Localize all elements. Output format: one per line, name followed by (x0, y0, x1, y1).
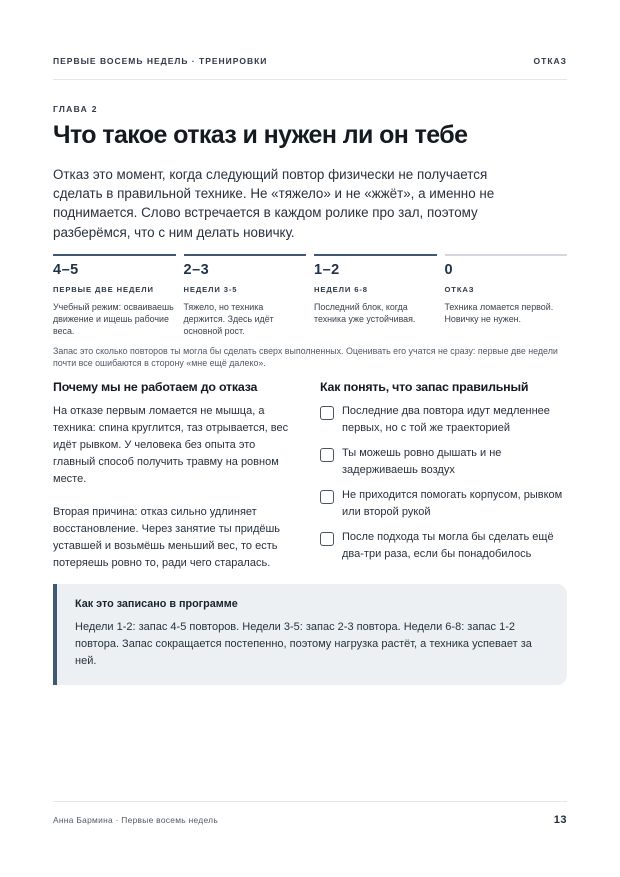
checklist-item (320, 403, 568, 437)
checklist-item-text: Последние два повтора идут медленнее первых, но с той же траекторией (342, 405, 550, 434)
page-title: Что такое отказ и нужен ли он тебе (53, 121, 468, 149)
checklist-item (320, 445, 568, 479)
checkbox-icon (320, 406, 334, 420)
checkbox-icon (320, 448, 334, 462)
checklist-item-text: После подхода ты могла бы сделать ещё два-три раза, если бы понадобилось (342, 531, 554, 560)
footer-author: Анна Бармина · Первые восемь недель (53, 815, 219, 825)
stat-label: НЕДЕЛИ 6-8 (314, 285, 368, 294)
stat-label: ОТКАЗ (444, 285, 475, 294)
program-callout (53, 584, 567, 685)
section-title: Почему мы не работаем до отказа (53, 380, 258, 394)
header-divider (53, 79, 567, 80)
reserve-note: Запас это сколько повторов ты могла бы сделать сверх выполненных. Оценивать его учатся не сразу: первые две недели почти все ошибаются в сторону «мне ещё далеко». (53, 346, 558, 369)
checkbox-icon (320, 490, 334, 504)
reserve-stats (53, 254, 567, 337)
chapter-label: ГЛАВА 2 (53, 104, 98, 114)
checklist-item-text: Не приходится помогать корпусом, рывком или второй рукой (342, 489, 563, 518)
stat-label: ПЕРВЫЕ ДВЕ НЕДЕЛИ (53, 285, 154, 294)
checklist (320, 403, 568, 563)
stat-weeks-1-2 (53, 254, 176, 337)
lead-paragraph: Отказ это момент, когда следующий повтор физически не получается сделать в правильной технике. Не «тяжело» и не «жжёт», а именно не поднимается. Слово встречается в каждом ролике про зал, поэтому разберёмся, что с ним делать новичку. (53, 167, 495, 240)
stat-description: Тяжело, но техника держится. Здесь идёт основной рост. (183, 302, 274, 336)
stat-description: Последний блок, когда техника уже устойчивая. (314, 302, 416, 324)
running-header (53, 56, 567, 66)
page-number: 13 (553, 814, 567, 826)
stat-value: 4–5 (53, 262, 79, 278)
stat-label: НЕДЕЛИ 3-5 (183, 285, 238, 294)
stat-value: 2–3 (183, 262, 210, 278)
stat-weeks-6-8 (314, 254, 437, 337)
section-title: Как понять, что запас правильный (320, 380, 529, 394)
running-header-section: ОТКАЗ (533, 56, 567, 66)
section-paragraph: Вторая причина: отказ сильно удлиняет восстановление. Через занятие ты придёшь уставшей и возьмёшь меньший вес, то есть потеряешь ровно то, ради чего старалась. (53, 506, 281, 569)
stat-value: 0 (444, 262, 454, 278)
stat-weeks-3-5 (184, 254, 307, 337)
stat-value: 1–2 (314, 262, 340, 278)
checklist-item-text: Ты можешь ровно дышать и не задерживаешь воздух (342, 447, 502, 476)
footer-divider (53, 801, 567, 802)
callout-text: Недели 1-2: запас 4-5 повторов. Недели 3-5: запас 2-3 повтора. Недели 6-8: запас 1-2 повтора. Запас сокращается постепенно, поэтому нагрузка растёт, а техника успевает за ней. (75, 621, 532, 667)
stat-failure (445, 254, 568, 337)
reserve-checklist-section (320, 380, 568, 571)
why-not-failure-section (53, 380, 293, 572)
stat-description: Техника ломается первой. Новичку не нужен. (444, 302, 554, 324)
checklist-item (320, 487, 568, 521)
section-paragraph: На отказе первым ломается не мышца, а техника: спина круглится, таз отрывается, вес идёт рывком. У человека без опыта это главный способ получить травму на ровном месте. (53, 405, 289, 485)
page-footer (53, 814, 567, 826)
callout-title: Как это записано в программе (75, 598, 238, 610)
checklist-item (320, 529, 568, 563)
checkbox-icon (320, 532, 334, 546)
running-header-title: ПЕРВЫЕ ВОСЕМЬ НЕДЕЛЬ · ТРЕНИРОВКИ (53, 56, 268, 66)
stat-description: Учебный режим: осваиваешь движение и ищешь рабочие веса. (53, 302, 174, 336)
